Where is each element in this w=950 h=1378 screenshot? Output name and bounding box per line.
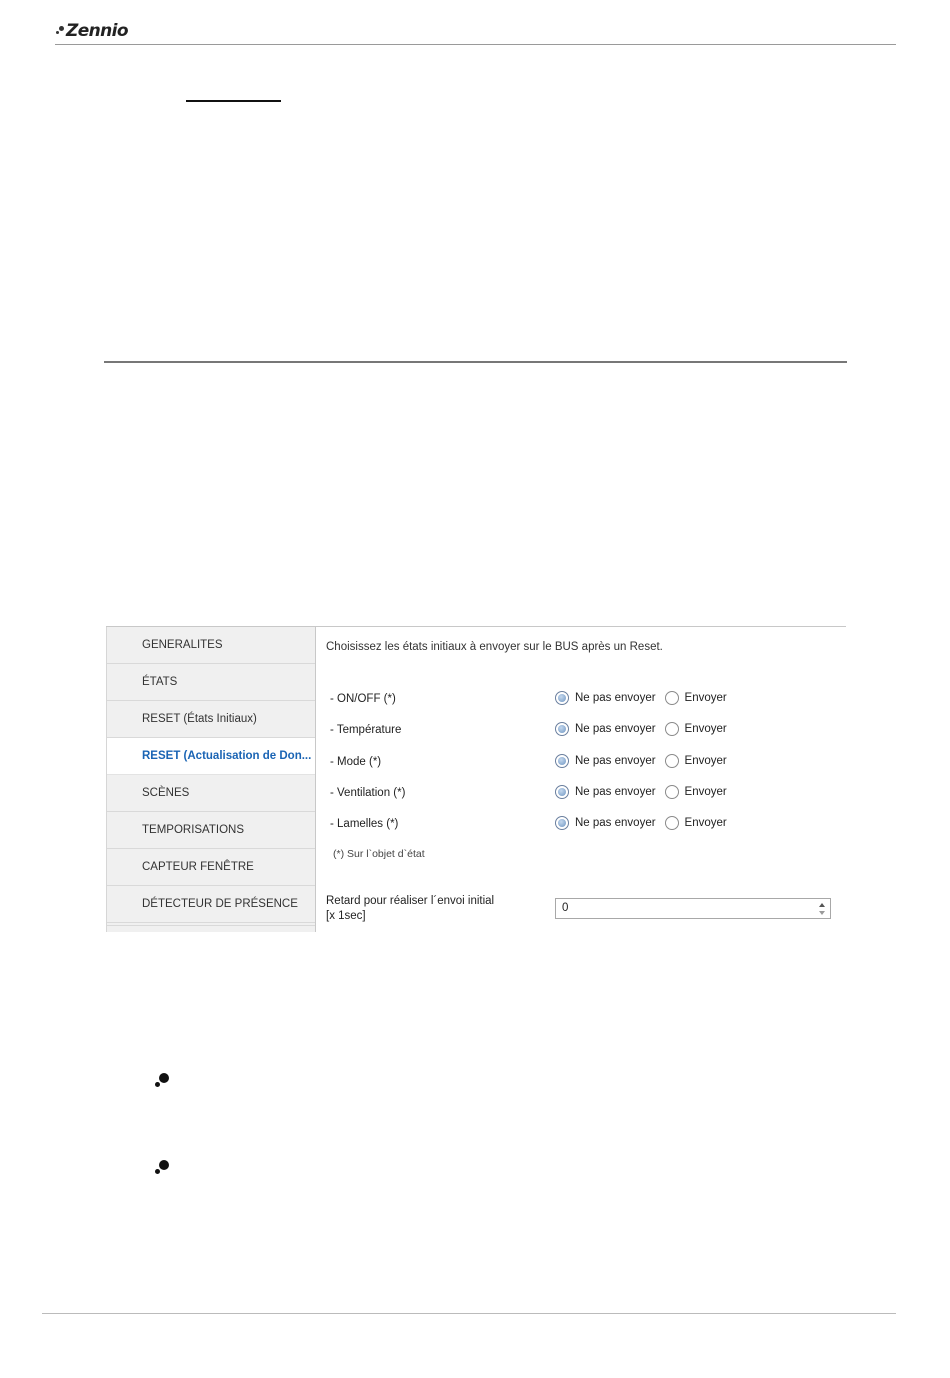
radio-ne-pas-envoyer[interactable]: [555, 754, 569, 768]
zennio-dots-bullet-icon: [155, 1159, 175, 1177]
radio-label: Envoyer: [684, 786, 727, 798]
radio-ne-pas-envoyer[interactable]: [555, 722, 569, 736]
zennio-dots-bullet-icon: [155, 1072, 175, 1090]
radio-envoyer[interactable]: [665, 785, 679, 799]
radio-ne-pas-envoyer[interactable]: [555, 691, 569, 705]
param-label-ventilation: - Ventilation (*): [330, 787, 406, 799]
param-label-temperature: - Température: [330, 724, 402, 736]
radio-ne-pas-envoyer[interactable]: [555, 785, 569, 799]
param-label-lamelles: - Lamelles (*): [330, 818, 399, 830]
zennio-dots-icon: [55, 24, 65, 38]
intro-text: Choisissez les états initiaux à envoyer sur le BUS après un Reset.: [326, 641, 663, 653]
heading-underline: [186, 100, 281, 102]
radio-label: Ne pas envoyer: [575, 817, 656, 829]
radio-label: Envoyer: [684, 692, 727, 704]
spin-down-arrow-icon[interactable]: [819, 911, 825, 915]
header-logo: [55, 20, 128, 42]
sidebar-item-capteur-fenetre[interactable]: [107, 849, 316, 886]
sidebar-item-scenes[interactable]: [107, 775, 316, 812]
sidebar-item-label: ÉTATS: [142, 676, 178, 688]
sidebar-item-detecteur-presence[interactable]: [107, 886, 316, 923]
radio-envoyer[interactable]: [665, 816, 679, 830]
radio-group-ventilation: [555, 785, 736, 799]
section-divider: [104, 361, 847, 363]
radio-label: Ne pas envoyer: [575, 786, 656, 798]
radio-group-lamelles: [555, 816, 736, 830]
radio-ne-pas-envoyer[interactable]: [555, 816, 569, 830]
sidebar-item-label: DÉTECTEUR DE PRÉSENCE: [142, 898, 298, 910]
logo-text: Zennio: [66, 21, 128, 41]
radio-group-temperature: [555, 722, 736, 736]
parameter-content: [316, 626, 846, 932]
sidebar-item-generalites[interactable]: [107, 627, 316, 664]
sidebar-item-label: RESET (États Initiaux): [142, 713, 257, 725]
sidebar-item-temporisations[interactable]: [107, 812, 316, 849]
header-divider: [55, 44, 896, 45]
sidebar-item-label: RESET (Actualisation de Don...: [142, 750, 312, 762]
status-object-note: (*) Sur l`objet d`état: [333, 848, 425, 860]
radio-label: Ne pas envoyer: [575, 723, 656, 735]
radio-label: Ne pas envoyer: [575, 755, 656, 767]
param-label-mode: - Mode (*): [330, 756, 382, 768]
delay-spinbox[interactable]: [555, 898, 831, 919]
sidebar-item-label: SCÈNES: [142, 787, 190, 799]
parameter-sidebar: [106, 627, 316, 932]
radio-envoyer[interactable]: [665, 754, 679, 768]
delay-label-line1: Retard pour réaliser l´envoi initial: [326, 895, 495, 907]
radio-group-mode: [555, 754, 736, 768]
sidebar-item-label: CAPTEUR FENÊTRE: [142, 861, 254, 873]
footer-divider: [42, 1313, 896, 1314]
radio-label: Envoyer: [684, 723, 727, 735]
delay-label-line2: [x 1sec]: [326, 910, 366, 922]
sidebar-item-etats[interactable]: [107, 664, 316, 701]
param-label-onoff: - ON/OFF (*): [330, 693, 396, 705]
radio-label: Envoyer: [684, 755, 727, 767]
delay-value: 0: [562, 902, 569, 914]
radio-group-onoff: [555, 691, 736, 705]
sidebar-item-label: TEMPORISATIONS: [142, 824, 245, 836]
spin-up-arrow-icon[interactable]: [819, 903, 825, 907]
radio-label: Envoyer: [684, 817, 727, 829]
radio-envoyer[interactable]: [665, 722, 679, 736]
delay-label: [326, 894, 494, 924]
parameter-window: [106, 626, 846, 932]
radio-label: Ne pas envoyer: [575, 692, 656, 704]
radio-envoyer[interactable]: [665, 691, 679, 705]
sidebar-item-reset-etats-initiaux[interactable]: [107, 701, 316, 738]
sidebar-item-reset-actualisation[interactable]: [107, 738, 316, 775]
sidebar-item-label: GENERALITES: [142, 639, 223, 651]
sidebar-item-partial: [107, 925, 316, 932]
